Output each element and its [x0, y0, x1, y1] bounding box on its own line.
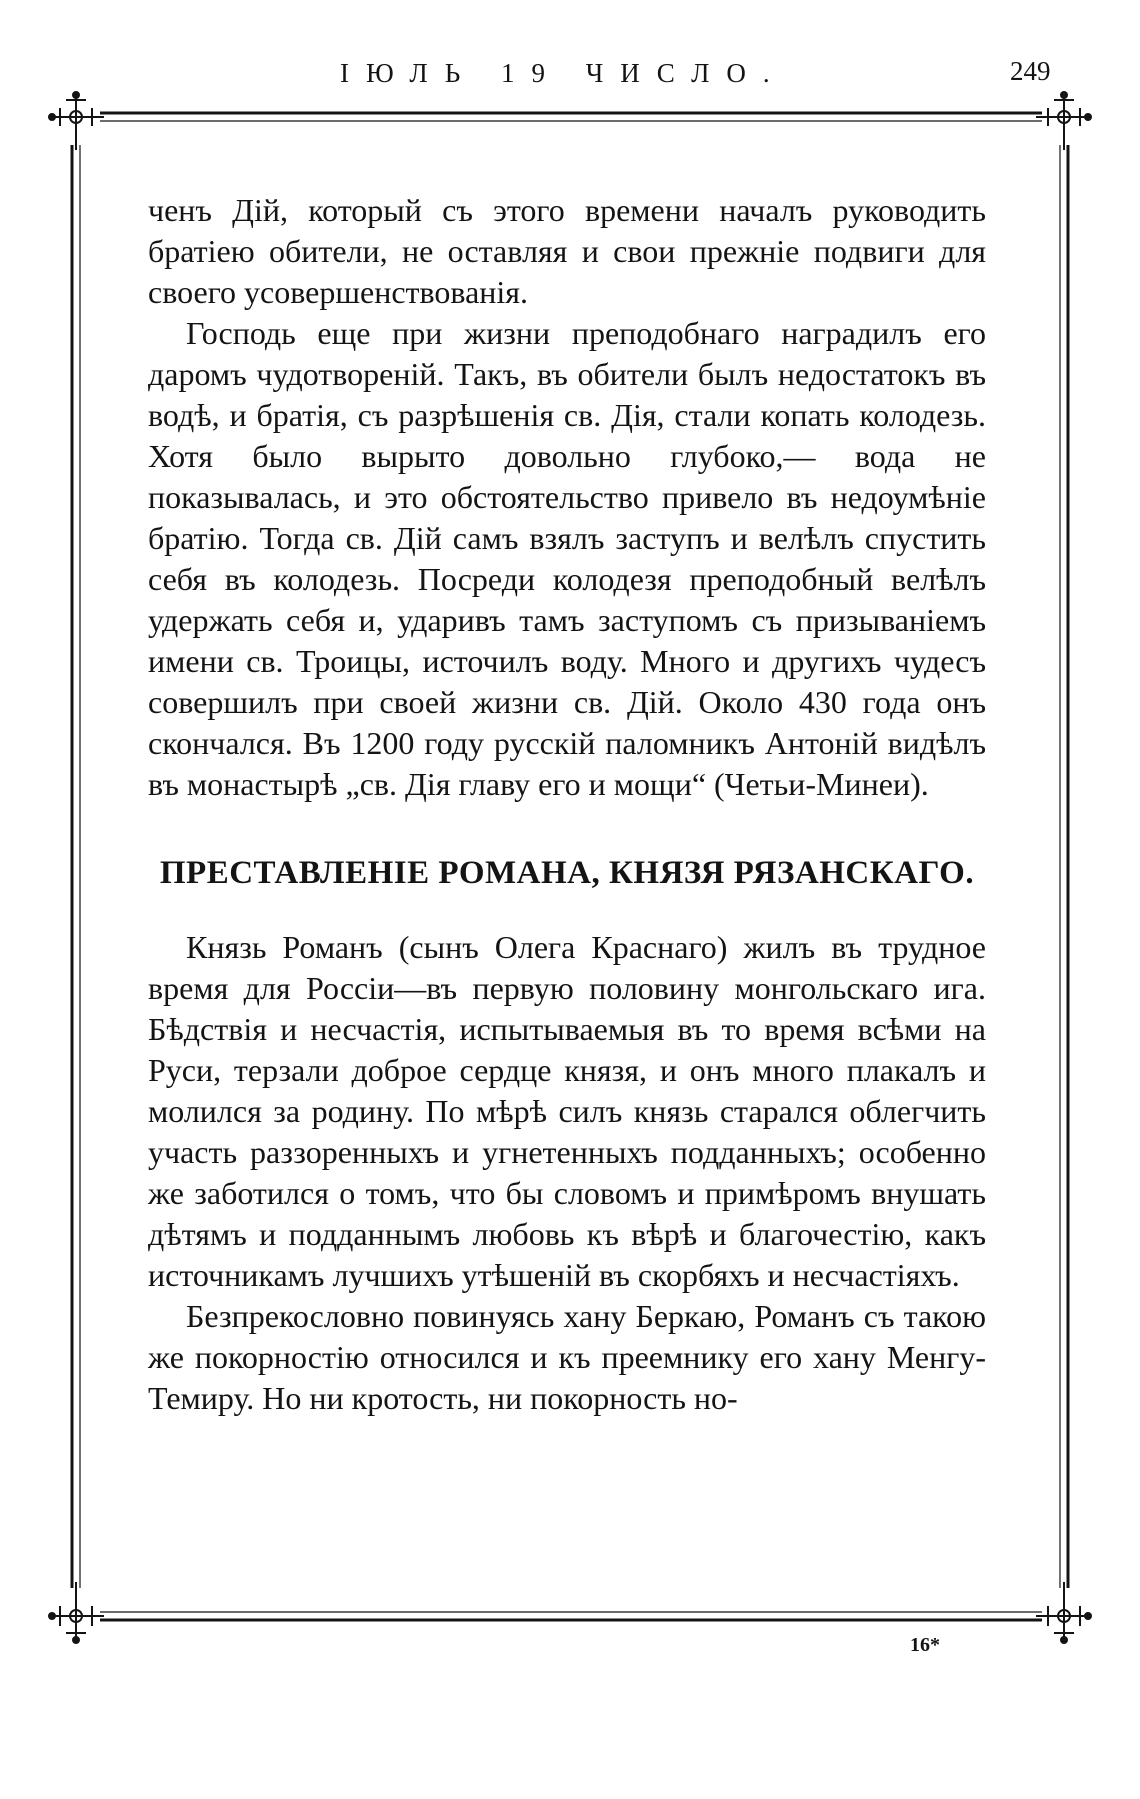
- running-title: ІЮЛЬ 19 ЧИСЛО.: [340, 58, 787, 88]
- paragraph-miracle-of-water: Господь еще при жизни преподобнаго наградилъ его даромъ чудотвореній. Такъ, въ обители былъ недостатокъ въ водѣ, и братія, съ разрѣшенія св. Дія, стали копать колодезь. Хотя было вырыто довольно глубоко,— вода не показывалась, и это обстоятельство привело въ недоумѣніе братію. Тогда св. Дій самъ взялъ заступъ и велѣлъ спустить себя въ колодезь. Посреди колодезя преподобный велѣлъ удержать себя и, ударивъ тамъ заступомъ съ призываніемъ имени св. Троицы, источилъ воду. Много и другихъ чудесъ совершилъ при своей жизни св. Дій. Около 430 года онъ скончался. Въ 1200 году русскій паломникъ Антоній видѣлъ въ монастырѣ „св. Дія главу его и мощи“ (Четьи-Минеи).: [148, 315, 986, 802]
- main-text: [148, 190, 986, 1419]
- section-heading: ПРЕСТАВЛЕНІЕ РОМАНА, КНЯЗЯ РЯЗАНСКАГО.: [159, 855, 975, 891]
- corner-ornament-bottom-left: [49, 1582, 104, 1643]
- printer-signature: 16*: [910, 1634, 940, 1656]
- corner-ornament-top-left: [49, 92, 104, 150]
- corner-ornament-top-right: [1036, 92, 1091, 150]
- paragraph-continued: ченъ Дій, который съ этого времени началъ руководить братіею обители, не оставляя и свои прежніе подвиги для своего усовершенствованія.: [148, 192, 986, 310]
- paragraph-prince-roman: Князь Романъ (сынъ Олега Краснаго) жилъ въ трудное время для Россіи—въ первую половину монгольскаго ига. Бѣдствія и несчастія, испытываемыя въ то время всѣми на Руси, терзали доброе сердце князя, и онъ много плакалъ и молился за родину. По мѣрѣ силъ князь старался облегчить участь раззоренныхъ и угнетенныхъ подданныхъ; особенно же заботился о томъ, что бы словомъ и примѣромъ внушать дѣтямъ и подданнымъ любовь къ вѣрѣ и благочестію, какъ источникамъ лучшихъ утѣшеній въ скорбяхъ и несчастіяхъ.: [148, 929, 986, 1293]
- page-number: 249: [1010, 56, 1051, 86]
- paragraph-khans: Безпрекословно повинуясь хану Беркаю, Романъ съ такою же покорностію относился и къ преемнику его хану Менгу-Темиру. Но ни кротость, ни покорность но-: [148, 1298, 986, 1416]
- corner-ornament-bottom-right: [1036, 1582, 1091, 1643]
